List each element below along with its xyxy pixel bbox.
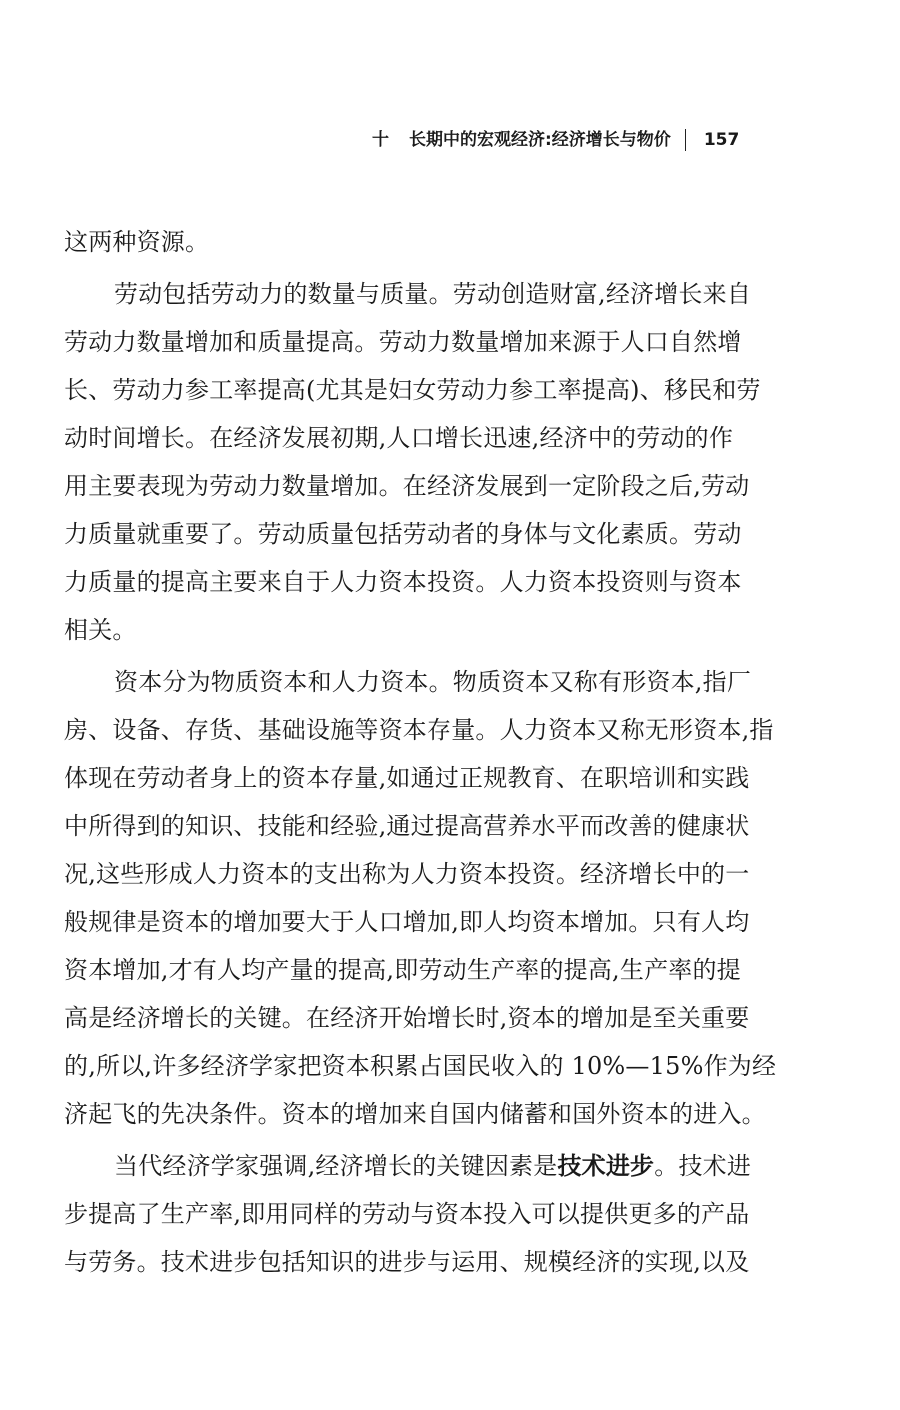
body-line: 体现在劳动者身上的资本存量,如通过正规教育、在职培训和实践 — [64, 764, 750, 792]
body-line: 力质量的提高主要来自于人力资本投资。人力资本投资则与资本 — [64, 568, 742, 596]
chapter-title: 长期中的宏观经济:经济增长与物价 — [409, 130, 671, 150]
body-line: 劳动力数量增加和质量提高。劳动力数量增加来源于人口自然增 — [64, 328, 742, 356]
page-number: 157 — [703, 130, 740, 150]
body-line: 济起飞的先决条件。资本的增加来自国内储蓄和国外资本的进入。 — [64, 1100, 766, 1128]
body-line: 中所得到的知识、技能和经验,通过提高营养水平而改善的健康状 — [64, 812, 750, 840]
running-head — [372, 126, 772, 154]
body-line: 这两种资源。 — [64, 228, 210, 256]
body-line: 劳动包括劳动力的数量与质量。劳动创造财富,经济增长来自 — [114, 280, 752, 308]
body-line: 高是经济增长的关键。在经济开始增长时,资本的增加是至关重要 — [64, 1004, 750, 1032]
body-line: 况,这些形成人力资本的支出称为人力资本投资。经济增长中的一 — [64, 860, 750, 888]
body-line: 相关。 — [64, 616, 137, 644]
body-line: 资本分为物质资本和人力资本。物质资本又称有形资本,指厂 — [114, 668, 752, 696]
body-line: 般规律是资本的增加要大于人口增加,即人均资本增加。只有人均 — [64, 908, 750, 936]
body-line: 与劳务。技术进步包括知识的进步与运用、规模经济的实现,以及 — [64, 1248, 750, 1276]
body-text: 当代经济学家强调,经济增长的关键因素是 — [114, 1152, 558, 1180]
body-line: 资本增加,才有人均产量的提高,即劳动生产率的提高,生产率的提 — [64, 956, 741, 984]
body-line: 的,所以,许多经济学家把资本积累占国民收入的 10%—15%作为经 — [64, 1052, 777, 1080]
body-text: 。技术进 — [654, 1152, 752, 1180]
key-term-bold: 技术进步 — [557, 1151, 655, 1180]
body-line: 力质量就重要了。劳动质量包括劳动者的身体与文化素质。劳动 — [64, 520, 742, 548]
header-divider — [685, 129, 686, 151]
chapter-number: 十 — [372, 130, 389, 150]
body-line: 房、设备、存货、基础设施等资本存量。人力资本又称无形资本,指 — [64, 716, 774, 744]
body-line — [114, 1148, 751, 1184]
body-line: 动时间增长。在经济发展初期,人口增长迅速,经济中的劳动的作 — [64, 424, 734, 452]
body-line: 长、劳动力参工率提高(尤其是妇女劳动力参工率提高)、移民和劳 — [64, 376, 761, 404]
body-line: 步提高了生产率,即用同样的劳动与资本投入可以提供更多的产品 — [64, 1200, 750, 1228]
body-line: 用主要表现为劳动力数量增加。在经济发展到一定阶段之后,劳动 — [64, 472, 750, 500]
